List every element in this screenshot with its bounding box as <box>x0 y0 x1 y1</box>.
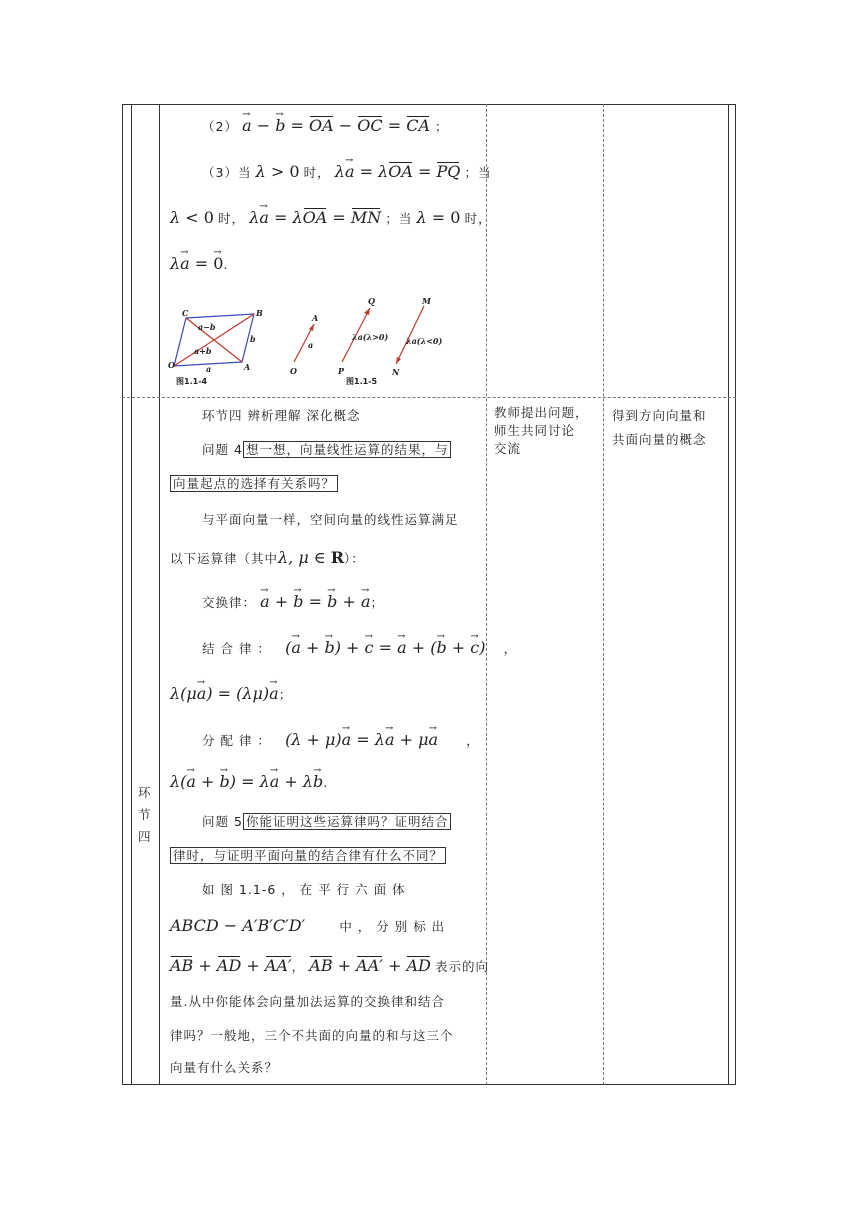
paragraph-2-line-2: ABCD − A′B′C′D′ 中 ， 分 别 标 出 <box>170 916 446 935</box>
formula-line-5: λ→ a = → 0. <box>170 256 228 274</box>
table-divider <box>131 104 132 1085</box>
paragraph-2-line-6: 向量有什么关系？ <box>170 1060 279 1075</box>
question-5-line-1: 问题 5 你能证明这些运算律吗？证明结合 <box>202 814 451 830</box>
svg-text:λa(λ<0): λa(λ<0) <box>406 336 443 346</box>
svg-text:A: A <box>312 313 319 323</box>
design-intent: 得到方向向量和 共面向量的概念 <box>612 408 707 447</box>
distributive-law-line-1: 分 配 律 ： (λ + μ)→ a = λ→ a + μ→ a ， <box>202 732 480 750</box>
svg-text:b: b <box>250 334 256 344</box>
associative-law-line-2: λ(μ→ a) = (λμ)→ a； <box>170 686 292 704</box>
section-heading: 环节四 辨析理解 深化概念 <box>202 408 361 423</box>
associative-law-line-1: 结 合 律 ： (→ a + → b) + → c = → a + (→ b + → c) ， <box>202 640 517 658</box>
paragraph-2-line-5: 律吗？一般地，三个不共面的向量的和与这三个 <box>170 1028 454 1043</box>
svg-text:λa(λ>0): λa(λ>0) <box>352 332 389 342</box>
formula-line-2: （2） → a − → b = OA − OC = CA ； <box>202 118 449 136</box>
fig-label-c: C <box>182 308 189 318</box>
question-4-line-1: 问题 4 想一想，向量线性运算的结果，与 <box>202 442 451 458</box>
figure-caption: 图1.1-5 <box>346 377 378 386</box>
line-prefix: （3）当 <box>202 165 252 180</box>
vector-figures <box>166 296 466 388</box>
table-divider <box>728 104 729 1085</box>
svg-text:a: a <box>308 340 314 350</box>
table-divider <box>159 104 160 1085</box>
svg-text:a+b: a+b <box>194 346 212 356</box>
teacher-activity: 教师提出问题， 师生共同讨论 交流 <box>494 405 589 456</box>
paragraph-2-line-4: 量.从中你能体会向量加法运算的交换律和结合 <box>170 994 445 1009</box>
parallelogram-figure <box>168 308 263 386</box>
paragraph-2-line-1: 如 图 1.1-6 ， 在 平 行 六 面 体 <box>202 882 406 897</box>
table-divider <box>486 104 487 1085</box>
table-divider <box>603 104 604 1085</box>
stage-label: 环 节 四 <box>138 785 152 844</box>
row-divider <box>122 397 736 398</box>
question-4-line-2: 向量起点的选择有关系吗？ <box>170 476 338 492</box>
fig-label-o: O <box>168 360 175 370</box>
line-prefix: （2） <box>202 119 238 134</box>
svg-text:O: O <box>290 366 297 376</box>
svg-text:P: P <box>338 366 345 376</box>
fig-label-b: B <box>256 308 263 318</box>
commutative-law: 交换律： → a + → b = → b + → a； <box>202 594 384 612</box>
paragraph-1-line-1: 与平面向量一样，空间向量的线性运算满足 <box>202 512 459 527</box>
svg-text:a−b: a−b <box>198 322 216 332</box>
paragraph-1-line-2: 以下运算律（其中λ, μ ∈ R）： <box>170 548 365 567</box>
figure-caption: 图1.1-4 <box>176 377 208 386</box>
formula-line-3: （3）当 λ > 0 时， λ→ a = λOA = PQ ；当 <box>202 164 492 182</box>
scalar-multiple-figure <box>290 296 442 386</box>
svg-text:N: N <box>392 367 400 377</box>
distributive-law-line-2: λ(→ a + → b) = λ→ a + λ→ b. <box>170 774 328 792</box>
question-5-line-2: 律时，与证明平面向量的结合律有什么不同？ <box>170 848 446 864</box>
fig-label-a: A <box>244 362 251 372</box>
svg-text:Q: Q <box>368 296 375 306</box>
formula-line-4: λ < 0 时， λ→ a = λOA = MN ；当 λ = 0 时， <box>170 210 492 228</box>
paragraph-2-line-3: AB + AD + AA′， AB + AA′ + AD 表示的向 <box>170 956 490 975</box>
svg-text:a: a <box>206 364 212 374</box>
svg-text:M: M <box>422 296 431 306</box>
